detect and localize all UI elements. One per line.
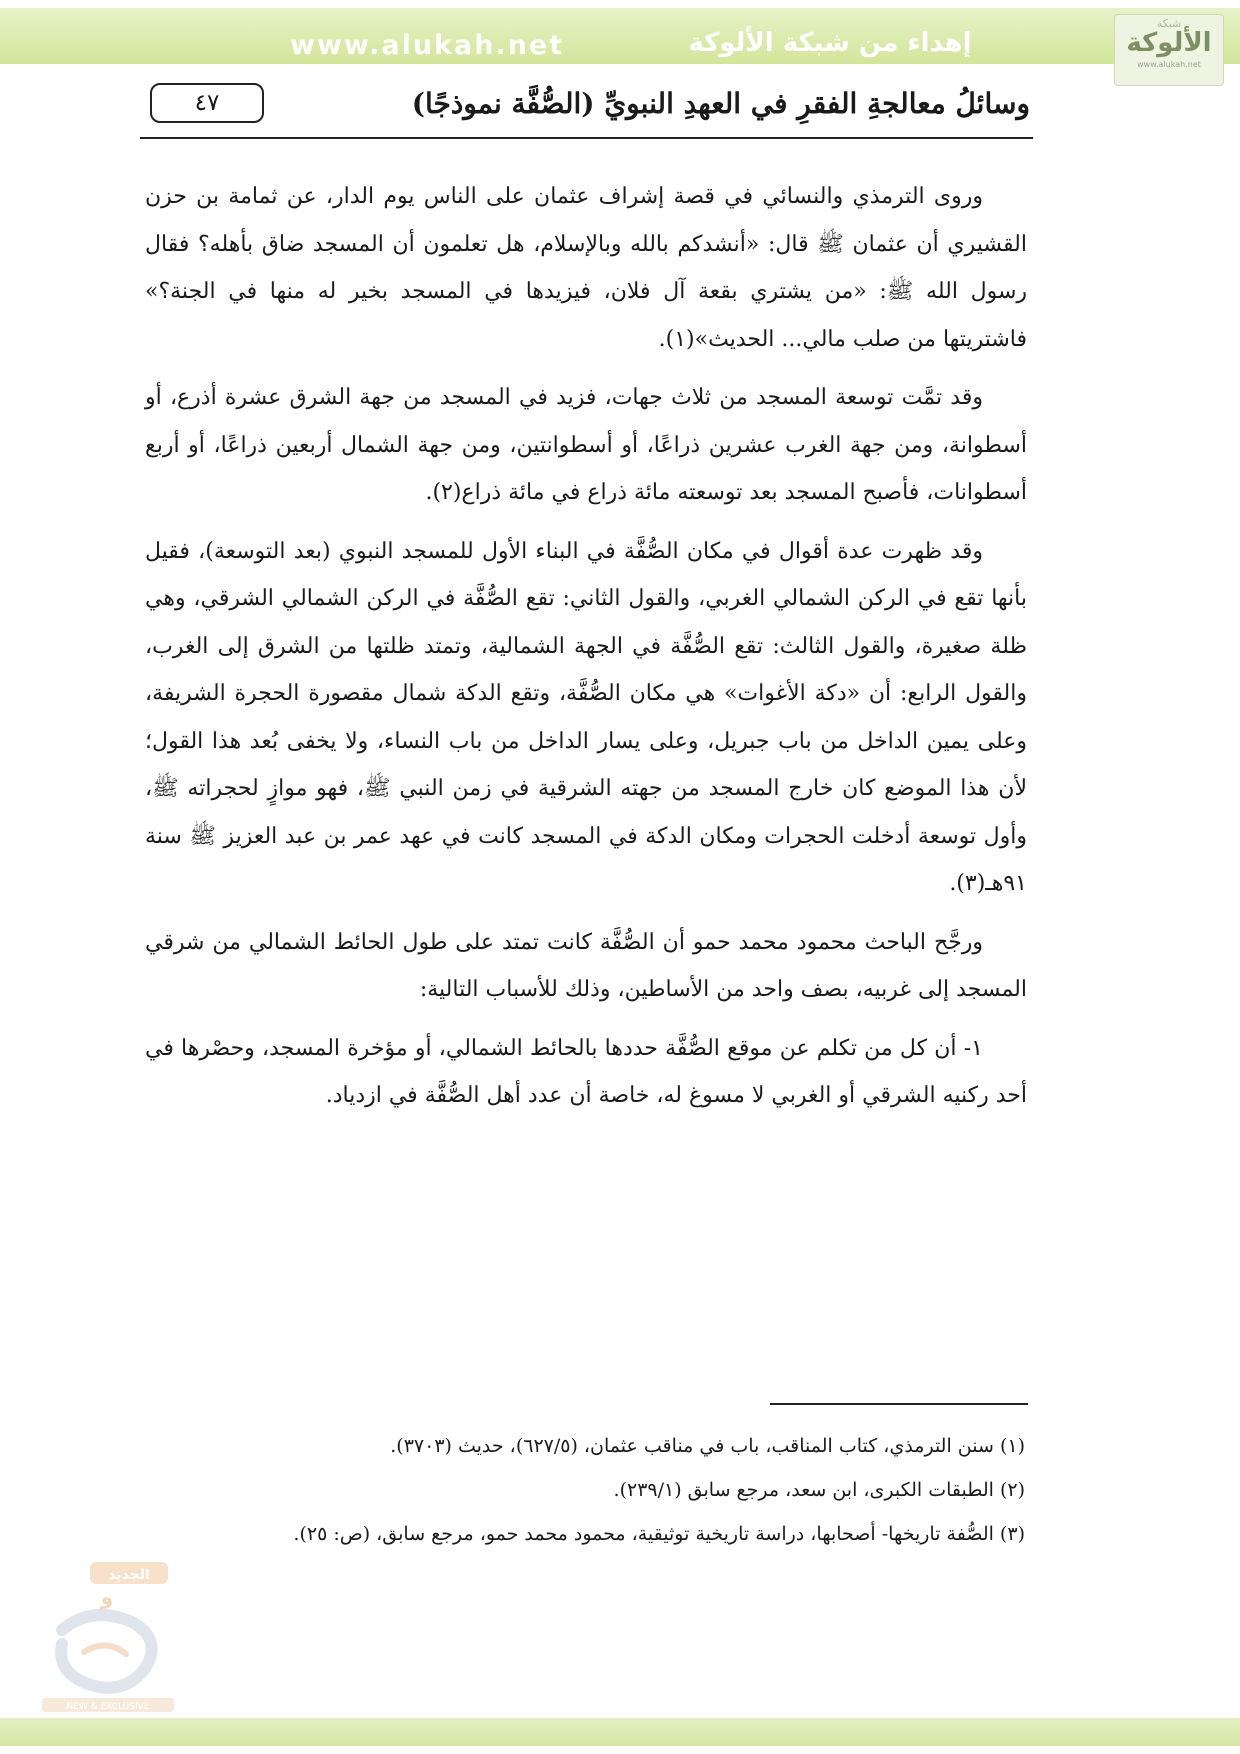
paragraph: ورجَّح الباحث محمود محمد حمو أن الصُّفَّة كانت تمتد على طول الحائط الشمالي من شرقي المسجد إلى غربيه، بصف واحد من الأساطين، وذلك للأسباب التالية: [145, 929, 1027, 1002]
header-divider [140, 137, 1033, 139]
page-number: ٤٧ [150, 83, 264, 123]
paragraph: وقد تمَّت توسعة المسجد من ثلاث جهات، فزيد في المسجد من جهة الشرق عشرة أذرع، أو أسطوانة، ومن جهة الغرب عشرين ذراعًا، أو أسطوانتين، ومن جهة الشمال أربعين ذراعًا، أو أربع أسطوانات، فأصبح المسجد بعد توسعته مائة ذراع في مائة ذراع(٢). [145, 385, 1027, 505]
alukah-logo[interactable] [1114, 14, 1224, 86]
banner-url[interactable]: www.alukah.net [290, 30, 565, 61]
page-title: وسائلُ معالجةِ الفقرِ في العهدِ النبويِّ (الصُّفَّة نموذجًا) [411, 87, 1030, 120]
watermark-label-top: الجديد [108, 1567, 150, 1583]
watermark-label-bottom: NEW & EXCLUSIVE [66, 1702, 150, 1712]
footnote: (٢) الطبقات الكبرى، ابن سعد، مرجع سابق (٢٣٩/١). [613, 1479, 1025, 1501]
logo-main-text: الألوكة [1126, 28, 1212, 58]
bottom-band [0, 1718, 1240, 1746]
footnotes [145, 1424, 1025, 1556]
logo-small-text: شبكة [1156, 17, 1182, 30]
paragraph: وروى الترمذي والنسائي في قصة إشراف عثمان على الناس يوم الدار، عن ثمامة بن حزن القشيري أن عثمان ﷺ قال: «أنشدكم بالله وبالإسلام، هل تعلمون أن المسجد ضاق بأهله؟ فقال رسول الله ﷺ: «من يشتري بقعة آل فلان، فيزيدها في المسجد بخير له منها في الجنة؟» فاشتريتها من صلب مالي... الحديث»(١). [145, 184, 1027, 352]
top-banner [0, 8, 1240, 64]
paragraph: وقد ظهرت عدة أقوال في مكان الصُّفَّة في البناء الأول للمسجد النبوي (بعد التوسعة)، فقيل بأنها تقع في الركن الشمالي الغربي، والقول الثاني: تقع الصُّفَّة في الركن الشمالي الشرقي، وهي ظلة صغيرة، والقول الثالث: تقع الصُّفَّة في الجهة الشمالية، وتمتد ظلتها من الشرق إلى الغرب، والقول الرابع: أن «دكة الأغوات» هي مكان الصُّفَّة، وتقع الدكة شمال مقصورة الحجرة الشريفة، وعلى يمين الداخل من باب جبريل، وعلى يسار الداخل من باب النساء، ولا يخفى بُعد هذا القول؛ لأن هذا الموضع كان خارج المسجد من جهته الشرقية في زمن النبي ﷺ، فهو موازٍ لحجراته ﷺ، وأول توسعة أدخلت الحجرات ومكان الدكة في المسجد كانت في عهد عمر بن عبد العزيز ﷺ سنة ٩١هـ(٣). [145, 538, 1027, 896]
footnote-divider [770, 1403, 1028, 1405]
banner-gift-text: إهداء من شبكة الألوكة [688, 28, 972, 58]
body-text [145, 173, 1027, 1120]
logo-url-text: www.alukah.net [1137, 60, 1201, 69]
footnote: (٣) الصُّفة تاريخها- أصحابها، دراسة تاريخية توثيقية، محمود محمد حمو، مرجع سابق، (ص: ٢٥). [293, 1523, 1025, 1545]
paragraph: ١- أن كل من تكلم عن موقع الصُّفَّة حددها بالحائط الشمالي، أو مؤخرة المسجد، وحصْرها في أحد ركنيه الشرقي أو الغربي لا مسوغ له، خاصة أن عدد أهل الصُّفَّة في ازدياد. [145, 1035, 1027, 1108]
watermark-label-mid: و [100, 1585, 114, 1609]
footnote: (١) سنن الترمذي، كتاب المناقب، باب في مناقب عثمان، (٦٢٧/٥)، حديث (٣٧٠٣). [390, 1435, 1025, 1457]
new-exclusive-watermark-icon [32, 1560, 182, 1720]
